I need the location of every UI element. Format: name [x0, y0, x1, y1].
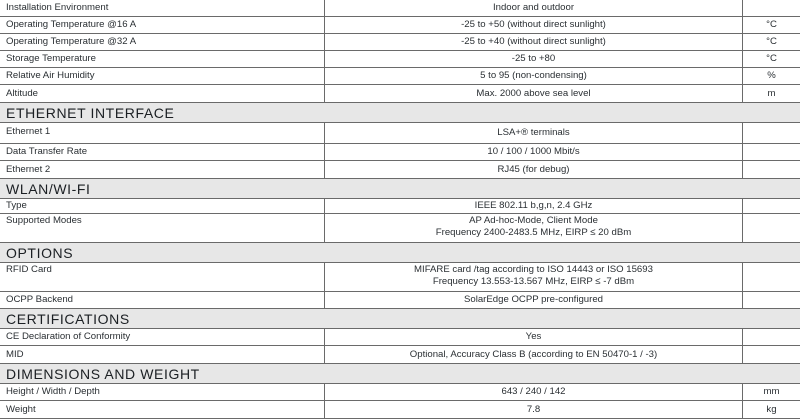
spec-value: 5 to 95 (non-condensing) [325, 68, 743, 84]
section-header-ethernet [0, 102, 800, 123]
spec-value: RJ45 (for debug) [325, 161, 743, 178]
spec-unit: °C [766, 19, 777, 30]
spec-row-data-transfer-rate [0, 144, 800, 161]
spec-label: Altitude [0, 85, 325, 102]
spec-label: Relative Air Humidity [0, 68, 325, 84]
spec-row-supported-modes [0, 214, 800, 242]
spec-label: MID [0, 346, 325, 363]
spec-unit: % [767, 70, 776, 81]
spec-label: OCPP Backend [0, 292, 325, 308]
spec-unit: kg [766, 403, 777, 415]
spec-row-ethernet-2 [0, 161, 800, 178]
spec-value: Yes [325, 329, 743, 345]
spec-unit [743, 0, 800, 16]
spec-value [325, 214, 743, 242]
spec-value-line: AP Ad-hoc-Mode, Client Mode [469, 215, 598, 226]
spec-row-storage-temp [0, 51, 800, 68]
spec-row-altitude [0, 85, 800, 102]
spec-row-installation-environment [0, 0, 800, 17]
spec-unit [743, 329, 800, 345]
spec-label: Installation Environment [0, 0, 325, 16]
spec-value: LSA+® terminals [325, 123, 743, 143]
spec-value: IEEE 802.11 b,g,n, 2.4 GHz [325, 199, 743, 213]
spec-unit: mm [763, 386, 780, 397]
spec-label: Ethernet 2 [0, 161, 325, 178]
spec-value [325, 263, 743, 291]
section-title: WLAN/WI-FI [6, 180, 91, 197]
section-title: DIMENSIONS AND WEIGHT [6, 365, 200, 382]
spec-label: Data Transfer Rate [0, 144, 325, 160]
spec-unit [743, 161, 800, 178]
spec-label: Storage Temperature [0, 51, 325, 67]
spec-unit [743, 214, 800, 242]
spec-row-weight [0, 401, 800, 419]
spec-value-line: Frequency 2400-2483.5 MHz, EIRP ≤ 20 dBm [435, 227, 632, 238]
section-header-wlan [0, 178, 800, 199]
spec-label: Operating Temperature @16 A [0, 17, 325, 33]
spec-row-humidity [0, 68, 800, 85]
section-title: ETHERNET INTERFACE [6, 104, 175, 121]
spec-value: Indoor and outdoor [325, 0, 743, 16]
spec-label: Type [0, 199, 325, 213]
spec-label: Weight [0, 401, 325, 418]
spec-value: 643 / 240 / 142 [325, 384, 743, 400]
spec-row-rfid-card [0, 263, 800, 292]
spec-unit: °C [766, 53, 777, 64]
spec-label: RFID Card [0, 263, 325, 291]
spec-label: CE Declaration of Conformity [0, 329, 325, 345]
spec-value: 7.8 [325, 401, 743, 418]
spec-unit [743, 263, 800, 291]
spec-value: -25 to +40 (without direct sunlight) [325, 34, 743, 50]
spec-value-line: MIFARE card /tag according to ISO 14443 or ISO 15693 [414, 264, 653, 275]
spec-value: -25 to +50 (without direct sunlight) [325, 17, 743, 33]
spec-row-ocpp-backend [0, 292, 800, 308]
spec-row-wlan-type [0, 199, 800, 214]
spec-label: Height / Width / Depth [0, 384, 325, 400]
section-header-options [0, 242, 800, 263]
spec-value: Optional, Accuracy Class B (according to EN 50470-1 / -3) [325, 346, 743, 363]
section-title: CERTIFICATIONS [6, 310, 130, 327]
spec-unit [743, 199, 800, 213]
spec-row-operating-temp-32a [0, 34, 800, 51]
spec-row-operating-temp-16a [0, 17, 800, 34]
section-title: OPTIONS [6, 244, 74, 261]
spec-value: -25 to +80 [325, 51, 743, 67]
spec-unit [743, 123, 800, 143]
spec-label: Operating Temperature @32 A [0, 34, 325, 50]
spec-row-ce-declaration [0, 329, 800, 346]
spec-label: Supported Modes [0, 214, 325, 242]
spec-value: Max. 2000 above sea level [325, 85, 743, 102]
spec-row-dimensions [0, 384, 800, 401]
section-header-dimensions [0, 363, 800, 384]
spec-unit [743, 144, 800, 160]
spec-unit: m [767, 87, 776, 99]
spec-value-line: Frequency 13.553-13.567 MHz, EIRP ≤ -7 dBm [432, 276, 635, 287]
spec-unit: °C [766, 36, 777, 47]
section-header-certifications [0, 308, 800, 329]
spec-value: SolarEdge OCPP pre-configured [325, 292, 743, 308]
spec-unit [743, 346, 800, 363]
spec-row-mid [0, 346, 800, 363]
spec-value: 10 / 100 / 1000 Mbit/s [325, 144, 743, 160]
spec-unit [743, 292, 800, 308]
spec-label: Ethernet 1 [0, 123, 325, 143]
spec-row-ethernet-1 [0, 123, 800, 144]
